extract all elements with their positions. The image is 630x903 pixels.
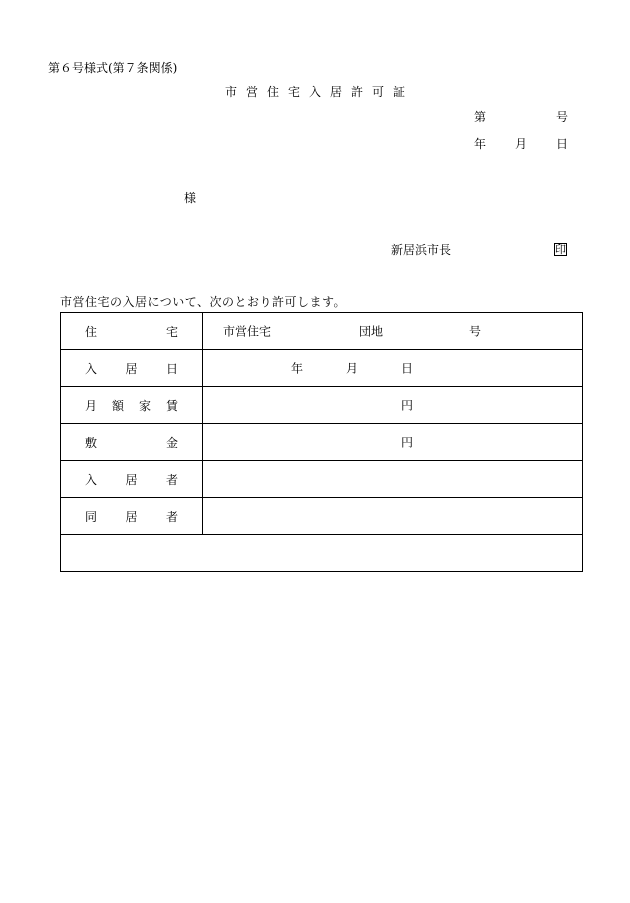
deposit-unit: 円 [401,435,414,450]
housing-complex: 団地 [359,324,384,339]
move-in-year: 年 [291,361,304,376]
housing-number: 号 [469,324,482,339]
field-monthly-rent[interactable] [203,387,583,424]
move-in-day: 日 [401,361,414,376]
issue-date-month: 月 [514,137,527,151]
row-remarks [61,535,583,572]
row-housing [61,313,583,350]
issue-number-prefix: 第 [474,110,487,124]
row-cohabitants [61,498,583,535]
field-tenant[interactable] [203,461,583,498]
field-remarks[interactable] [61,535,583,572]
row-monthly-rent [61,387,583,424]
issue-date-day: 日 [555,137,568,151]
label-cohabitants: 同 居 者 [61,498,203,535]
document-title: 市営住宅入居許可証 [224,85,414,99]
row-deposit [61,424,583,461]
issue-number-suffix: 号 [555,110,568,124]
permit-table [60,312,583,572]
intro-text: 市営住宅の入居について、次のとおり許可します。 [60,295,347,309]
row-tenant [61,461,583,498]
monthly-rent-unit: 円 [401,398,414,413]
form-number: 第６号様式(第７条関係) [48,61,178,75]
issue-number [474,111,568,123]
label-housing: 住 宅 [61,313,203,350]
field-cohabitants[interactable] [203,498,583,535]
addressee-suffix: 様 [184,191,197,205]
issue-date [474,138,568,150]
issue-date-year: 年 [474,137,487,151]
label-tenant: 入 居 者 [61,461,203,498]
row-move-in-date [61,350,583,387]
field-deposit[interactable] [203,424,583,461]
move-in-month: 月 [346,361,359,376]
label-deposit: 敷 金 [61,424,203,461]
field-housing[interactable] [203,313,583,350]
label-move-in-date: 入 居 日 [61,350,203,387]
label-monthly-rent: 月 額 家 賃 [61,387,203,424]
field-move-in-date[interactable] [203,350,583,387]
seal-mark: 印 [555,243,566,256]
housing-prefix: 市営住宅 [223,324,272,339]
issuer-name: 新居浜市長 [391,243,452,257]
